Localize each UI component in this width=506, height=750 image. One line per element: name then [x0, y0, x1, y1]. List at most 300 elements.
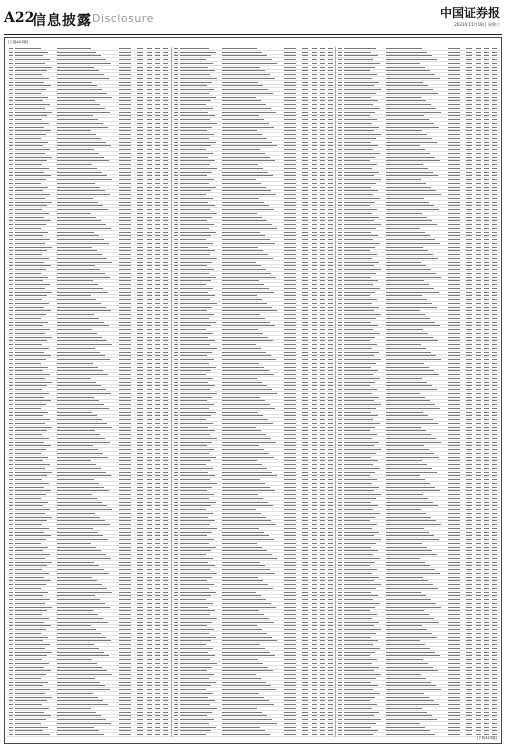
table-cell [7, 437, 15, 440]
table-cell [312, 235, 320, 238]
table-cell [57, 201, 119, 204]
table-cell [119, 92, 137, 95]
table-cell [155, 355, 163, 358]
table-cell [137, 156, 147, 159]
table-cell [155, 182, 163, 185]
table-cell [476, 118, 484, 121]
table-cell [172, 433, 180, 436]
table-cell [222, 321, 284, 324]
table-cell [466, 73, 476, 76]
table-cell [163, 501, 171, 504]
table-cell [222, 733, 284, 736]
table-cell [222, 505, 284, 508]
table-cell [119, 107, 137, 110]
table-cell [180, 561, 222, 564]
table-cell [57, 246, 119, 249]
table-cell [484, 118, 492, 121]
table-cell [57, 336, 119, 339]
table-cell [312, 621, 320, 624]
table-cell [137, 643, 147, 646]
table-cell [57, 186, 119, 189]
table-cell [320, 92, 328, 95]
table-cell [284, 643, 302, 646]
table-cell [163, 283, 171, 286]
table-cell [336, 216, 344, 219]
table-cell [137, 433, 147, 436]
table-cell [222, 92, 284, 95]
table-cell [320, 366, 328, 369]
table-cell [180, 580, 222, 583]
table-cell [57, 343, 119, 346]
table-cell [284, 351, 302, 354]
table-cell [386, 115, 448, 118]
table-cell [302, 212, 312, 215]
table-cell [448, 171, 466, 174]
table-cell [15, 235, 57, 238]
table-cell [492, 66, 500, 69]
table-cell [137, 647, 147, 650]
table-cell [15, 711, 57, 714]
table-cell [7, 512, 15, 515]
table-cell [172, 576, 180, 579]
table-cell [57, 276, 119, 279]
table-cell [172, 388, 180, 391]
table-cell [312, 403, 320, 406]
table-cell [302, 523, 312, 526]
table-cell [484, 160, 492, 163]
table-cell [119, 280, 137, 283]
table-cell [386, 171, 448, 174]
table-cell [386, 141, 448, 144]
table-cell [147, 51, 155, 54]
table-cell [284, 418, 302, 421]
table-cell [180, 163, 222, 166]
table-cell [137, 272, 147, 275]
table-cell [492, 178, 500, 181]
table-cell [119, 711, 137, 714]
table-cell [180, 126, 222, 129]
table-cell [448, 100, 466, 103]
table-cell [312, 392, 320, 395]
table-cell [172, 598, 180, 601]
table-cell [119, 587, 137, 590]
table-cell [466, 148, 476, 151]
table-cell [312, 703, 320, 706]
table-cell [155, 347, 163, 350]
table-cell [7, 81, 15, 84]
table-cell [180, 216, 222, 219]
table-cell [163, 505, 171, 508]
table-cell [155, 647, 163, 650]
table-cell [222, 205, 284, 208]
table-cell [147, 377, 155, 380]
table-cell [476, 96, 484, 99]
table-cell [147, 171, 155, 174]
table-cell [284, 73, 302, 76]
table-cell [137, 358, 147, 361]
table-cell [302, 550, 312, 553]
table-cell [180, 422, 222, 425]
table-cell [7, 700, 15, 703]
table-cell [284, 332, 302, 335]
table-cell [57, 696, 119, 699]
table-cell [15, 523, 57, 526]
table-cell [119, 167, 137, 170]
table-cell [448, 178, 466, 181]
table-cell [386, 208, 448, 211]
table-cell [312, 666, 320, 669]
table-cell [312, 227, 320, 230]
table-cell [312, 193, 320, 196]
table-cell [15, 126, 57, 129]
table-cell [312, 606, 320, 609]
table-cell [155, 565, 163, 568]
table-cell [7, 718, 15, 721]
table-cell [222, 396, 284, 399]
table-cell [172, 295, 180, 298]
table-cell [163, 568, 171, 571]
table-cell [466, 47, 476, 50]
table-cell [119, 501, 137, 504]
table-cell [284, 523, 302, 526]
table-cell [284, 280, 302, 283]
table-cell [302, 223, 312, 226]
table-cell [302, 137, 312, 140]
table-column-2 [171, 47, 336, 737]
table-cell [312, 265, 320, 268]
table-cell [466, 103, 476, 106]
table-cell [137, 692, 147, 695]
table-cell [163, 553, 171, 556]
table-cell [15, 325, 57, 328]
table-cell [312, 475, 320, 478]
table-cell [7, 291, 15, 294]
table-cell [312, 632, 320, 635]
table-cell [180, 497, 222, 500]
table-cell [222, 587, 284, 590]
table-cell [172, 452, 180, 455]
table-cell [312, 467, 320, 470]
table-cell [386, 55, 448, 58]
table-cell [147, 561, 155, 564]
table-cell [312, 493, 320, 496]
table-cell [172, 62, 180, 65]
table-cell [448, 88, 466, 91]
table-cell [320, 640, 328, 643]
table-cell [172, 437, 180, 440]
table-cell [155, 670, 163, 673]
table-cell [155, 171, 163, 174]
table-cell [466, 96, 476, 99]
table-cell [147, 250, 155, 253]
table-cell [222, 692, 284, 695]
table-cell [15, 422, 57, 425]
table-cell [57, 688, 119, 691]
table-cell [222, 613, 284, 616]
table-cell [448, 103, 466, 106]
table-cell [312, 531, 320, 534]
table-cell [147, 388, 155, 391]
table-cell [147, 557, 155, 560]
table-cell [7, 107, 15, 110]
table-cell [155, 430, 163, 433]
table-cell [57, 715, 119, 718]
table-cell [320, 636, 328, 639]
table-cell [172, 100, 180, 103]
table-cell [320, 103, 328, 106]
table-cell [57, 178, 119, 181]
table-cell [180, 261, 222, 264]
table-cell [155, 197, 163, 200]
table-cell [312, 733, 320, 736]
table-cell [484, 193, 492, 196]
table-cell [163, 115, 171, 118]
table-cell [15, 703, 57, 706]
table-cell [222, 265, 284, 268]
table-cell [155, 460, 163, 463]
table-cell [448, 182, 466, 185]
table-cell [302, 733, 312, 736]
table-cell [137, 527, 147, 530]
table-cell [312, 160, 320, 163]
table-cell [137, 160, 147, 163]
table-cell [15, 388, 57, 391]
table-cell [312, 437, 320, 440]
table-cell [180, 212, 222, 215]
table-cell [172, 722, 180, 725]
table-cell [155, 66, 163, 69]
table-cell [155, 118, 163, 121]
table-cell [137, 163, 147, 166]
table-cell [147, 160, 155, 163]
table-cell [180, 658, 222, 661]
table-cell [57, 602, 119, 605]
table-cell [320, 587, 328, 590]
table-cell [147, 482, 155, 485]
table-cell [155, 250, 163, 253]
table-cell [147, 340, 155, 343]
table-cell [57, 617, 119, 620]
table-cell [147, 182, 155, 185]
table-cell [172, 178, 180, 181]
table-cell [172, 58, 180, 61]
table-cell [163, 636, 171, 639]
table-cell [284, 628, 302, 631]
table-cell [484, 62, 492, 65]
table-cell [492, 223, 500, 226]
table-cell [284, 553, 302, 556]
table-cell [222, 561, 284, 564]
table-cell [320, 291, 328, 294]
table-cell [119, 171, 137, 174]
table-cell [119, 707, 137, 710]
table-cell [7, 662, 15, 665]
table-cell [15, 598, 57, 601]
table-cell [222, 355, 284, 358]
table-cell [7, 100, 15, 103]
table-cell [57, 238, 119, 241]
table-cell [137, 235, 147, 238]
table-cell [15, 70, 57, 73]
table-cell [312, 73, 320, 76]
table-cell [57, 467, 119, 470]
table-cell [7, 325, 15, 328]
table-cell [336, 130, 344, 133]
table-cell [7, 201, 15, 204]
table-cell [147, 238, 155, 241]
table-cell [302, 722, 312, 725]
table-cell [180, 156, 222, 159]
table-cell [147, 538, 155, 541]
table-cell [476, 73, 484, 76]
table-cell [15, 685, 57, 688]
table-cell [119, 445, 137, 448]
table-cell [147, 430, 155, 433]
table-cell [222, 178, 284, 181]
table-cell [155, 666, 163, 669]
table-cell [7, 321, 15, 324]
table-cell [344, 122, 386, 125]
table-cell [284, 238, 302, 241]
table-cell [7, 246, 15, 249]
table-cell [15, 197, 57, 200]
table-cell [180, 707, 222, 710]
table-cell [476, 126, 484, 129]
table-cell [147, 208, 155, 211]
table-cell [172, 163, 180, 166]
table-cell [172, 580, 180, 583]
table-cell [119, 103, 137, 106]
table-cell [147, 272, 155, 275]
table-cell [320, 73, 328, 76]
table-cell [312, 220, 320, 223]
table-cell [180, 640, 222, 643]
table-cell [172, 490, 180, 493]
table-cell [302, 343, 312, 346]
table-cell [137, 370, 147, 373]
table-cell [137, 557, 147, 560]
table-cell [147, 362, 155, 365]
table-cell [7, 133, 15, 136]
table-cell [137, 313, 147, 316]
table-cell [163, 242, 171, 245]
table-cell [7, 557, 15, 560]
table-cell [147, 205, 155, 208]
table-cell [15, 216, 57, 219]
table-cell [222, 448, 284, 451]
table-cell [312, 407, 320, 410]
table-cell [137, 730, 147, 733]
table-cell [155, 246, 163, 249]
table-cell [302, 92, 312, 95]
table-cell [57, 452, 119, 455]
table-cell [302, 730, 312, 733]
table-cell [172, 673, 180, 676]
table-cell [222, 475, 284, 478]
table-cell [155, 366, 163, 369]
table-cell [284, 190, 302, 193]
table-cell [15, 272, 57, 275]
table-cell [448, 205, 466, 208]
table-cell [492, 148, 500, 151]
table-cell [336, 55, 344, 58]
table-cell [222, 726, 284, 729]
table-cell [180, 490, 222, 493]
table-cell [119, 283, 137, 286]
table-cell [180, 617, 222, 620]
table-cell [163, 126, 171, 129]
table-cell [172, 411, 180, 414]
table-cell [222, 685, 284, 688]
table-cell [163, 666, 171, 669]
table-cell [312, 355, 320, 358]
table-cell [222, 235, 284, 238]
table-cell [155, 178, 163, 181]
table-cell [302, 475, 312, 478]
table-cell [15, 302, 57, 305]
table-cell [284, 685, 302, 688]
table-cell [137, 617, 147, 620]
table-cell [312, 572, 320, 575]
table-cell [344, 178, 386, 181]
table-cell [137, 591, 147, 594]
table-cell [222, 347, 284, 350]
table-cell [163, 347, 171, 350]
table-cell [147, 201, 155, 204]
table-cell [320, 700, 328, 703]
table-cell [312, 276, 320, 279]
table-cell [312, 58, 320, 61]
table-cell [344, 133, 386, 136]
table-cell [147, 163, 155, 166]
table-cell [180, 730, 222, 733]
table-cell [137, 448, 147, 451]
table-cell [284, 407, 302, 410]
table-cell [320, 328, 328, 331]
table-cell [320, 516, 328, 519]
table-cell [284, 422, 302, 425]
table-cell [448, 208, 466, 211]
table-cell [155, 433, 163, 436]
table-cell [155, 673, 163, 676]
table-cell [466, 115, 476, 118]
table-cell [284, 272, 302, 275]
table-cell [222, 167, 284, 170]
table-cell [284, 197, 302, 200]
table-cell [180, 493, 222, 496]
table-cell [15, 246, 57, 249]
table-cell [180, 92, 222, 95]
table-cell [15, 617, 57, 620]
table-cell [119, 475, 137, 478]
table-cell [312, 163, 320, 166]
table-cell [336, 208, 344, 211]
table-cell [172, 636, 180, 639]
table-cell [163, 160, 171, 163]
table-cell [147, 145, 155, 148]
table-cell [320, 122, 328, 125]
table-cell [119, 561, 137, 564]
table-cell [222, 126, 284, 129]
table-cell [386, 227, 448, 230]
table-cell [302, 415, 312, 418]
table-cell [15, 670, 57, 673]
table-cell [155, 542, 163, 545]
table-cell [302, 647, 312, 650]
table-cell [180, 722, 222, 725]
table-cell [320, 160, 328, 163]
table-cell [155, 81, 163, 84]
